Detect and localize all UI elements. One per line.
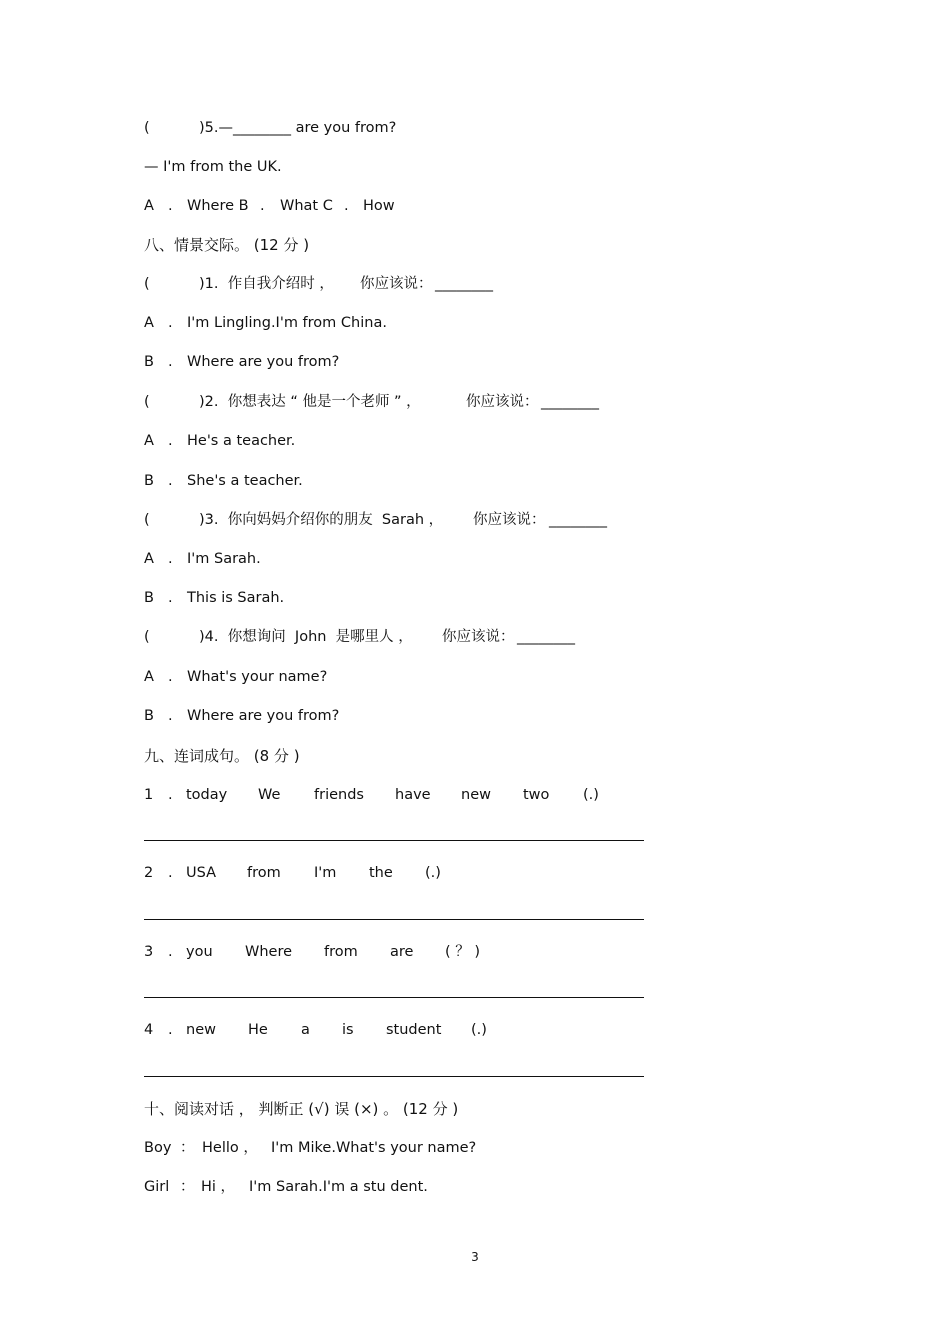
option-letter: B [144, 708, 154, 724]
q5-option-dot: . [168, 198, 173, 214]
word: a [301, 1022, 310, 1038]
answer-line-4[interactable] [144, 1076, 644, 1077]
word: today [186, 787, 228, 803]
option-letter: B [144, 354, 154, 370]
s8-q3-paren: ( [144, 512, 150, 528]
answer-line-3[interactable] [144, 997, 644, 998]
word: is [342, 1022, 354, 1038]
item-number: 4 [144, 1022, 154, 1038]
option-text: This is Sarah. [187, 590, 285, 606]
word: (.) [583, 787, 599, 803]
s8-q2-blank[interactable]: ________ [541, 394, 599, 410]
answer-line-1[interactable] [144, 840, 644, 841]
s8-q1-ask: 你应该说： [360, 276, 433, 292]
section8-title: 八、情景交际。 (12 分 ) [144, 236, 310, 254]
item-dot: . [168, 787, 173, 803]
speaker-name: Boy [144, 1140, 172, 1156]
option-text: I'm Lingling.I'm from China. [187, 315, 387, 331]
speaker-name: Girl [144, 1179, 170, 1195]
option-dot: . [168, 669, 173, 685]
option-letter: B [144, 590, 154, 606]
word: from [247, 865, 281, 881]
q5-paren: ( [144, 120, 150, 136]
item-dot: . [168, 1022, 173, 1038]
option-dot: . [168, 708, 173, 724]
word: Where [245, 944, 293, 960]
word: two [523, 787, 550, 803]
s8-q4-stem: )4. 你想询问 John 是哪里人 ， [199, 629, 413, 645]
option-dot: . [168, 551, 173, 567]
option-dot: . [168, 590, 173, 606]
option-text: Where are you from? [187, 708, 340, 724]
s8-q1-stem: )1. 作自我介绍时 ， [199, 276, 334, 292]
s8-q4-blank[interactable]: ________ [517, 629, 575, 645]
option-text: I'm Sarah. [187, 551, 261, 567]
word: new [186, 1022, 216, 1038]
option-dot: . [168, 433, 173, 449]
answer-line-2[interactable] [144, 919, 644, 920]
option-letter: B [144, 473, 154, 489]
word: have [395, 787, 431, 803]
q5-option-dot: . [344, 198, 349, 214]
option-dot: . [168, 354, 173, 370]
item-number: 2 [144, 865, 154, 881]
q5-option-where: Where B [187, 198, 249, 214]
item-dot: . [168, 865, 173, 881]
option-dot: . [168, 315, 173, 331]
option-text: She's a teacher. [187, 473, 303, 489]
option-letter: A [144, 315, 154, 331]
page-number: 3 [471, 1250, 479, 1264]
dialogue-text: I'm Sarah.I'm a stu dent. [249, 1179, 428, 1195]
s8-q3-stem: )3. 你向妈妈介绍你的朋友 Sarah ， [199, 512, 444, 528]
item-number: 1 [144, 787, 154, 803]
s8-q1-paren: ( [144, 276, 150, 292]
option-text: What's your name? [187, 669, 328, 685]
q5-stem: )5.—________ are you from? [199, 120, 397, 136]
word: We [258, 787, 281, 803]
q5-option-what: What C [280, 198, 333, 214]
section9-title: 九、连词成句。 (8 分 ) [144, 747, 300, 765]
word: USA [186, 865, 217, 881]
option-letter: A [144, 669, 154, 685]
q5-option-dot: . [260, 198, 265, 214]
s8-q2-stem: )2. 你想表达 “ 他是一个老师 ” ， [199, 394, 421, 410]
word: the [369, 865, 393, 881]
item-number: 3 [144, 944, 154, 960]
speaker-colon: ： [180, 1179, 195, 1195]
word: He [248, 1022, 268, 1038]
option-letter: A [144, 551, 154, 567]
word: (.) [425, 865, 441, 881]
option-text: Where are you from? [187, 354, 340, 370]
dialogue-greeting: Hi ， [201, 1179, 236, 1195]
dialogue-text: I'm Mike.What's your name? [271, 1140, 477, 1156]
word: (.) [471, 1022, 487, 1038]
s8-q4-paren: ( [144, 629, 150, 645]
s8-q4-ask: 你应该说： [442, 629, 515, 645]
word: are [390, 944, 414, 960]
word: you [186, 944, 213, 960]
section10-title: 十、阅读对话 ， 判断正 (√) 误 (×) 。 (12 分 ) [144, 1100, 459, 1118]
s8-q3-ask: 你应该说： [473, 512, 546, 528]
word: friends [314, 787, 364, 803]
s8-q2-paren: ( [144, 394, 150, 410]
s8-q1-blank[interactable]: ________ [435, 276, 493, 292]
word: new [461, 787, 491, 803]
item-dot: . [168, 944, 173, 960]
q5-reply: — I'm from the UK. [144, 159, 282, 175]
s8-q3-blank[interactable]: ________ [549, 512, 607, 528]
q5-option-a-letter: A [144, 198, 154, 214]
option-letter: A [144, 433, 154, 449]
q5-option-how: How [363, 198, 395, 214]
option-text: He's a teacher. [187, 433, 296, 449]
s8-q2-ask: 你应该说： [466, 394, 539, 410]
option-dot: . [168, 473, 173, 489]
word: student [386, 1022, 442, 1038]
speaker-colon: ： [180, 1140, 195, 1156]
dialogue-greeting: Hello ， [202, 1140, 258, 1156]
word: ( ？ ) [445, 944, 481, 960]
word: I'm [314, 865, 337, 881]
word: from [324, 944, 358, 960]
